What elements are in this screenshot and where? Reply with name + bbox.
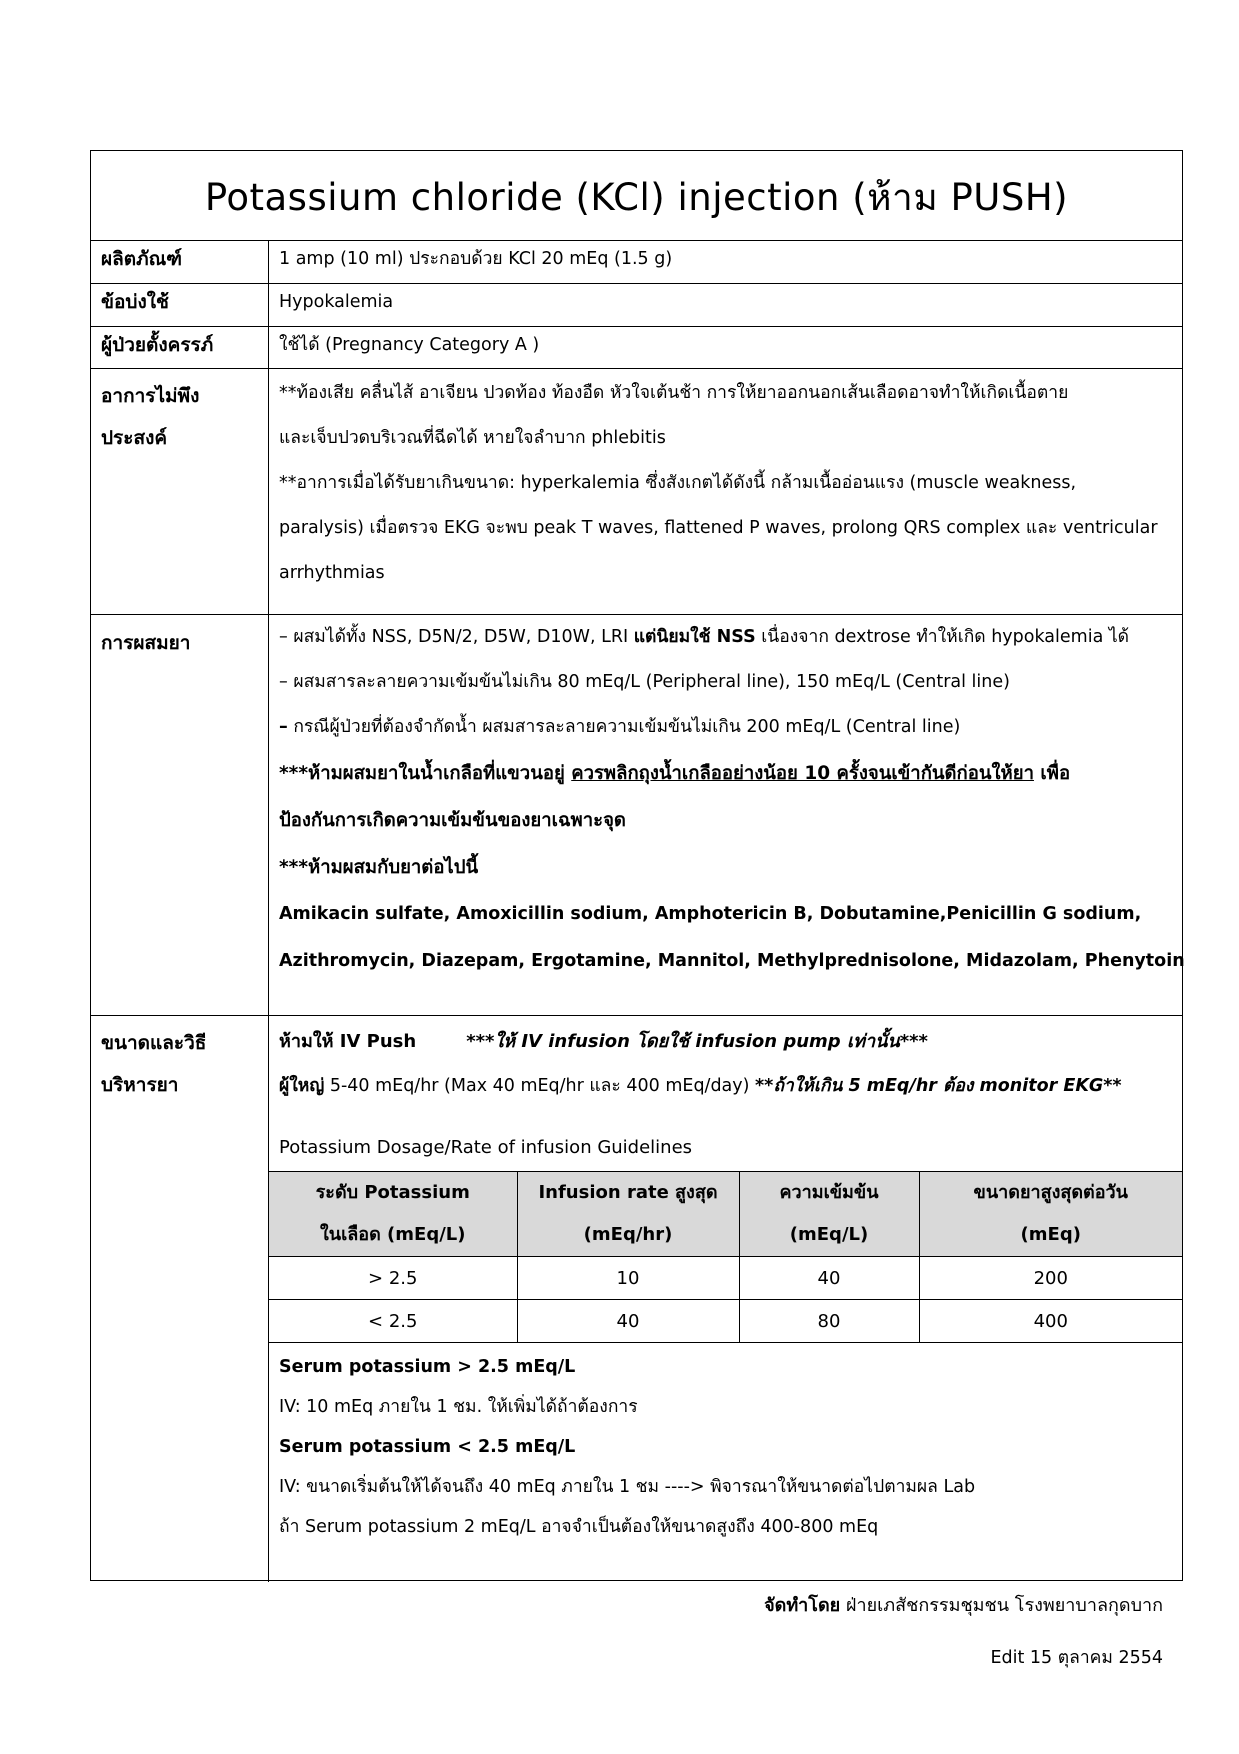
- edit-date: Edit 15 ตุลาคม 2554: [990, 1648, 1163, 1668]
- adverse-label-line2: ประสงค์: [101, 427, 168, 449]
- serum-guidance: [269, 1343, 1182, 1547]
- table-cell: 40: [739, 1257, 919, 1300]
- table-cell: 400: [919, 1300, 1182, 1343]
- pregnancy-row: [91, 327, 1182, 369]
- header-max-daily-dose: ขนาดยาสูงสุดต่อวัน (mEq): [919, 1172, 1182, 1257]
- no-push-text: ห้ามให้ IV Push: [279, 1031, 417, 1052]
- dosage-table: [269, 1171, 1182, 1343]
- header-concentration: ความเข้มข้น (mEq/L): [739, 1172, 919, 1257]
- product-label: ผลิตภัณฑ์: [91, 241, 269, 283]
- mixing-line1-a: – ผสมได้ทั้ง NSS, D5N/2, D5W, D10W, LRI: [279, 627, 634, 647]
- dosing-label-line2: บริหารยา: [101, 1074, 179, 1096]
- infusion-pump-note: ***ให้ IV infusion โดยใช้ infusion pump เท่านั้น***: [466, 1031, 928, 1052]
- mixing-line-2: – ผสมสารละลายความเข้มข้นไม่เกิน 80 mEq/L (Peripheral line), 150 mEq/L (Central line): [279, 672, 1010, 692]
- adult-dose-text: 5-40 mEq/hr (Max 40 mEq/hr และ 400 mEq/day): [324, 1076, 756, 1096]
- incompatible-drugs-2: Azithromycin, Diazepam, Ergotamine, Mannitol, Methylprednisolone, Midazolam, Phenytoin: [279, 951, 1185, 971]
- indication-label: ข้อบ่งใช้: [91, 284, 269, 326]
- serum-low-text-2: ถ้า Serum potassium 2 mEq/L อาจจำเป็นต้องให้ขนาดสูงถึง 400-800 mEq: [279, 1517, 879, 1537]
- indication-value: Hypokalemia: [279, 292, 394, 312]
- page-title: Potassium chloride (KCl) injection (ห้าม PUSH): [91, 151, 1182, 241]
- adverse-line: paralysis) เมื่อตรวจ EKG จะพบ peak T waves, flattened P waves, prolong QRS complex และ ventricular: [279, 518, 1158, 538]
- drug-monograph-sheet: [90, 150, 1183, 1581]
- dosing-no-push-line: [269, 1016, 1182, 1064]
- table-cell: 80: [739, 1300, 919, 1343]
- table-row: [269, 1300, 1182, 1343]
- dosing-row: [91, 1016, 1182, 1582]
- adverse-line: **ท้องเสีย คลื่นไส้ อาเจียน ปวดท้อง ท้องอืด หัวใจเต้นช้า การให้ยาออกนอกเส้นเลือดอาจทำให้เกิดเนื้อตาย: [279, 383, 1069, 403]
- dosing-label: [91, 1016, 269, 1582]
- table-cell: 40: [517, 1300, 739, 1343]
- dosing-label-line1: ขนาดและวิธี: [101, 1032, 207, 1054]
- table-cell: 10: [517, 1257, 739, 1300]
- pregnancy-label: ผู้ป่วยตั้งครรภ์: [91, 327, 269, 368]
- mixing-line3-text: กรณีผู้ป่วยที่ต้องจำกัดน้ำ ผสมสารละลายความเข้มข้นไม่เกิน 200 mEq/L (Central line): [287, 717, 961, 737]
- mixing-preferred-nss: แต่นิยมใช้ NSS: [633, 627, 756, 647]
- adult-ekg-warning: **ถ้าให้เกิน 5 mEq/hr ต้อง monitor EKG**: [755, 1076, 1122, 1096]
- adverse-effects-text: [269, 369, 1182, 614]
- serum-high-text: IV: 10 mEq ภายใน 1 ชม. ให้เพิ่มได้ถ้าต้องการ: [279, 1397, 638, 1417]
- mixing-row: [91, 615, 1185, 1016]
- prepared-by-value: ฝ่ายเภสัชกรรมชุมชน โรงพยาบาลกุดบาก: [840, 1595, 1163, 1616]
- adverse-effects-row: [91, 369, 1182, 615]
- product-value: 1 amp (10 ml) ประกอบด้วย KCl 20 mEq (1.5 g): [279, 249, 673, 269]
- mixing-line1-c: เนื่องจาก dextrose ทำให้เกิด hypokalemia ได้: [755, 627, 1130, 647]
- mixing-line-3: [279, 705, 1185, 750]
- prepared-by: [764, 1590, 1163, 1619]
- mixing-line3-dash: –: [279, 717, 288, 737]
- adult-label: ผู้ใหญ่: [279, 1076, 325, 1096]
- header-potassium-level: ระดับ Potassium ในเลือด (mEq/L): [269, 1172, 517, 1257]
- mixing-warning-2: ป้องกันการเกิดความเข้มข้นของยาเฉพาะจุด: [279, 810, 626, 831]
- warn1-a: ***ห้ามผสมยาในน้ำเกลือที่แขวนอยู่: [279, 763, 572, 784]
- adverse-label-line1: อาการไม่พึง: [101, 385, 200, 407]
- mixing-warning-1: [279, 750, 1185, 797]
- incompatible-drugs-1: Amikacin sulfate, Amoxicillin sodium, Amphotericin B, Dobutamine,Penicillin G sodium,: [279, 904, 1142, 924]
- adverse-line: **อาการเมื่อได้รับยาเกินขนาด: hyperkalemia ซึ่งสังเกตได้ดังนี้ กล้ามเนื้ออ่อนแรง (muscle weakness,: [279, 473, 1077, 493]
- mixing-text: [269, 615, 1195, 1015]
- header-infusion-rate: Infusion rate สูงสุด (mEq/hr): [517, 1172, 739, 1257]
- dosage-table-header: [269, 1172, 1182, 1257]
- dosing-adult-line: [269, 1064, 1182, 1108]
- warn1-c: เพื่อ: [1033, 763, 1071, 784]
- mixing-line-1: [279, 615, 1185, 660]
- adverse-line: และเจ็บปวดบริเวณที่ฉีดได้ หายใจลำบาก phlebitis: [279, 428, 666, 448]
- warn1-underlined: ควรพลิกถุงน้ำเกลืออย่างน้อย 10 ครั้งจนเข้ากันดีก่อนให้ยา: [571, 763, 1034, 784]
- guideline-title: Potassium Dosage/Rate of infusion Guidelines: [279, 1137, 693, 1158]
- table-row: [269, 1257, 1182, 1300]
- table-cell: > 2.5: [269, 1257, 517, 1300]
- adverse-line: arrhythmias: [279, 563, 385, 583]
- table-cell: < 2.5: [269, 1300, 517, 1343]
- adverse-effects-label: [91, 369, 269, 614]
- product-row: [91, 241, 1182, 284]
- serum-high-title: Serum potassium > 2.5 mEq/L: [279, 1357, 576, 1377]
- mixing-warning-3: ***ห้ามผสมกับยาต่อไปนี้: [279, 857, 479, 878]
- pregnancy-value: ใช้ได้ (Pregnancy Category A ): [279, 335, 540, 355]
- prepared-by-label: จัดทำโดย: [764, 1595, 841, 1616]
- serum-low-text-1: IV: ขนาดเริ่มต้นให้ได้จนถึง 40 mEq ภายใน 1 ชม ----> พิจารณาให้ขนาดต่อไปตามผล Lab: [279, 1477, 976, 1497]
- mixing-label: การผสมยา: [91, 615, 269, 1015]
- dosing-content: [269, 1016, 1182, 1582]
- indication-row: [91, 284, 1182, 327]
- serum-low-title: Serum potassium < 2.5 mEq/L: [279, 1437, 576, 1457]
- table-cell: 200: [919, 1257, 1182, 1300]
